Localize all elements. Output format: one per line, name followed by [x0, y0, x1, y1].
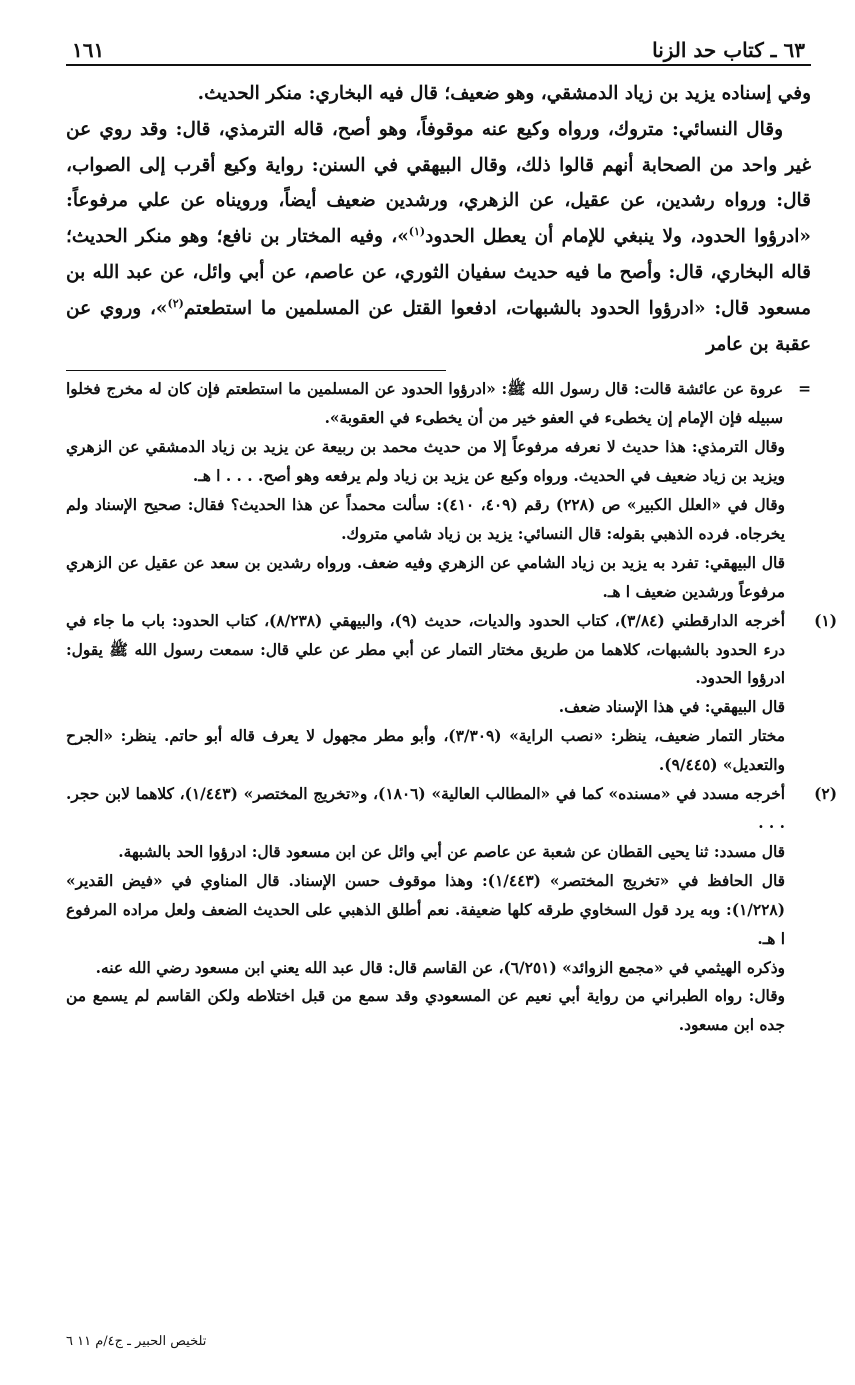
running-title: ٦٣ ـ كتاب حد الزنا: [652, 38, 805, 62]
page-header: [66, 28, 811, 66]
footnote-2-number: (٢): [814, 785, 837, 804]
footnote-2-musaddad: قال مسدد: ثنا يحيى القطان عن شعبة عن عاصم عن أبي وائل عن ابن مسعود قال: ادرؤوا الحد بالشبهة.: [118, 842, 785, 861]
footnote-separator: [66, 370, 446, 371]
footnote-continuation-tirmidhi: وقال الترمذي: هذا حديث لا نعرفه مرفوعاً إلا من حديث محمد بن ربيعة عن يزيد بن زياد الدمشقي عن الزهري ويزيد بن زياد ضعيف في الحديث. ورواه وكيع عن يزيد بن زياد ولم يرفعه وهو أصح. . . . ا هـ.: [66, 438, 785, 486]
footnote-1-number: (١): [814, 611, 837, 630]
footnote-continuation-bayhaqi: قال البيهقي: تفرد به يزيد بن زياد الشامي عن الزهري وفيه ضعف. ورواه رشدين بن سعد عن عقيل عن الزهري مرفوعاً ورشدين ضعيف ا هـ.: [66, 553, 785, 601]
page-number: ١٦١: [72, 38, 105, 62]
footnote-ref-2[interactable]: (٢): [167, 296, 184, 310]
main-paragraph-2-part-a: وقال النسائي: متروك، ورواه وكيع عنه موقوفاً، وهو أصح، قاله الترمذي، قال: وقد روي عن غير واحد من الصحابة أنهم قالوا ذلك، وقال البيهقي في السنن: رواية وكيع أقرب إلى الصواب، قال: ورواه رشدين، عن عقيل، عن الزهري، ورشدين ضعيف أيضاً، ورويناه عن علي مرفوعاً: «ادرؤوا الحدود، ولا ينبغي للإمام أن يعطل الحدود: [66, 118, 811, 248]
main-paragraph-2-part-c: »، وروي عن عقبة بن عامر: [66, 297, 811, 355]
footnote-2: [66, 780, 837, 838]
main-paragraph-2: [66, 112, 811, 363]
book-page: [66, 28, 837, 1363]
footnote-2-text: أخرجه مسدد في «مسنده» كما في «المطالب العالية» (١٨٠٦)، و«تخريج المختصر» (١/٤٤٣)، كلاهما لابن حجر. . . .: [66, 785, 785, 832]
footnote-1-text: أخرجه الدارقطني (٣/٨٤)، كتاب الحدود والديات، حديث (٩)، والبيهقي (٨/٢٣٨)، كتاب الحدود: باب ما جاء في درء الحدود بالشبهات، كلاهما من طريق مختار التمار عن أبي مطر عن علي قال: سمعت رسول الله ﷺ يقول: ادرؤوا الحدود.: [66, 611, 785, 688]
main-paragraph-1: وفي إسناده يزيد بن زياد الدمشقي، وهو ضعيف؛ قال فيه البخاري: منكر الحديث.: [197, 83, 811, 104]
footnote-2-hafiz: قال الحافظ في «تخريج المختصر» (١/٤٤٣): وهذا موقوف حسن الإسناد. قال المناوي في «فيض القدير» (١/٢٢٨): وبه يرد قول السخاوي طرقه كلها ضعيفة. نعم أطلق الذهبي على الحديث الضعف ولعل مراده المرفوع ا هـ.: [66, 871, 785, 948]
footnotes: [66, 375, 837, 1040]
footnote-continuation-text: عروة عن عائشة قالت: قال رسول الله ﷺ: «ادرؤوا الحدود عن المسلمين ما استطعتم فإن كان له مخرج فخلوا سبيله فإن الإمام إن يخطىء في العفو خير من أن يخطىء في العقوبة».: [66, 380, 783, 428]
footnote-ref-1[interactable]: (١): [408, 225, 426, 239]
main-text: [66, 76, 811, 362]
footnote-1-mukhtar: مختار التمار ضعيف، ينظر: «نصب الراية» (٣/٣٠٩)، وأبو مطر مجهول لا يعرف قاله أبو حاتم. ينظر: «الجرح والتعديل» (٩/٤٤٥).: [66, 727, 785, 775]
footnote-2-tabarani: وقال: رواه الطبراني من رواية أبي نعيم عن المسعودي وقد سمع من قبل اختلاطه ولكن القاسم لم يسمع من جده ابن مسعود.: [66, 987, 785, 1035]
footnote-continuation: [66, 375, 811, 433]
footnote-1: [66, 607, 837, 694]
footnote-2-haythami: وذكره الهيثمي في «مجمع الزوائد» (٦/٢٥١)، عن القاسم قال: قال عبد الله يعني ابن مسعود رضي الله عنه.: [95, 958, 785, 977]
footnote-continuation-ilal: وقال في «العلل الكبير» ص (٢٢٨) رقم (٤٠٩، ٤١٠): سألت محمداً عن هذا الحديث؟ فقال: صحيح الإسناد ولم يخرجاه. فرده الذهبي بقوله: قال النسائي: يزيد بن زياد شامي متروك.: [66, 496, 785, 543]
signature-mark: تلخيص الحبير ـ ج٤/م ١١ ٦: [66, 1334, 207, 1349]
main-paragraph-2-part-b: »، وفيه المختار بن نافع؛ وهو منكر الحديث؛ قاله البخاري، قال: وأصح ما فيه حديث سفيان الثوري، عن عاصم، عن أبي وائل، عن عبد الله بن مسعود قال: «ادرؤوا الحدود بالشبهات، ادفعوا القتل عن المسلمين ما استطعتم: [66, 226, 811, 319]
footnote-1-bayhaqi: قال البيهقي: في هذا الإسناد ضعف.: [558, 698, 785, 717]
continuation-mark: =: [798, 380, 811, 399]
